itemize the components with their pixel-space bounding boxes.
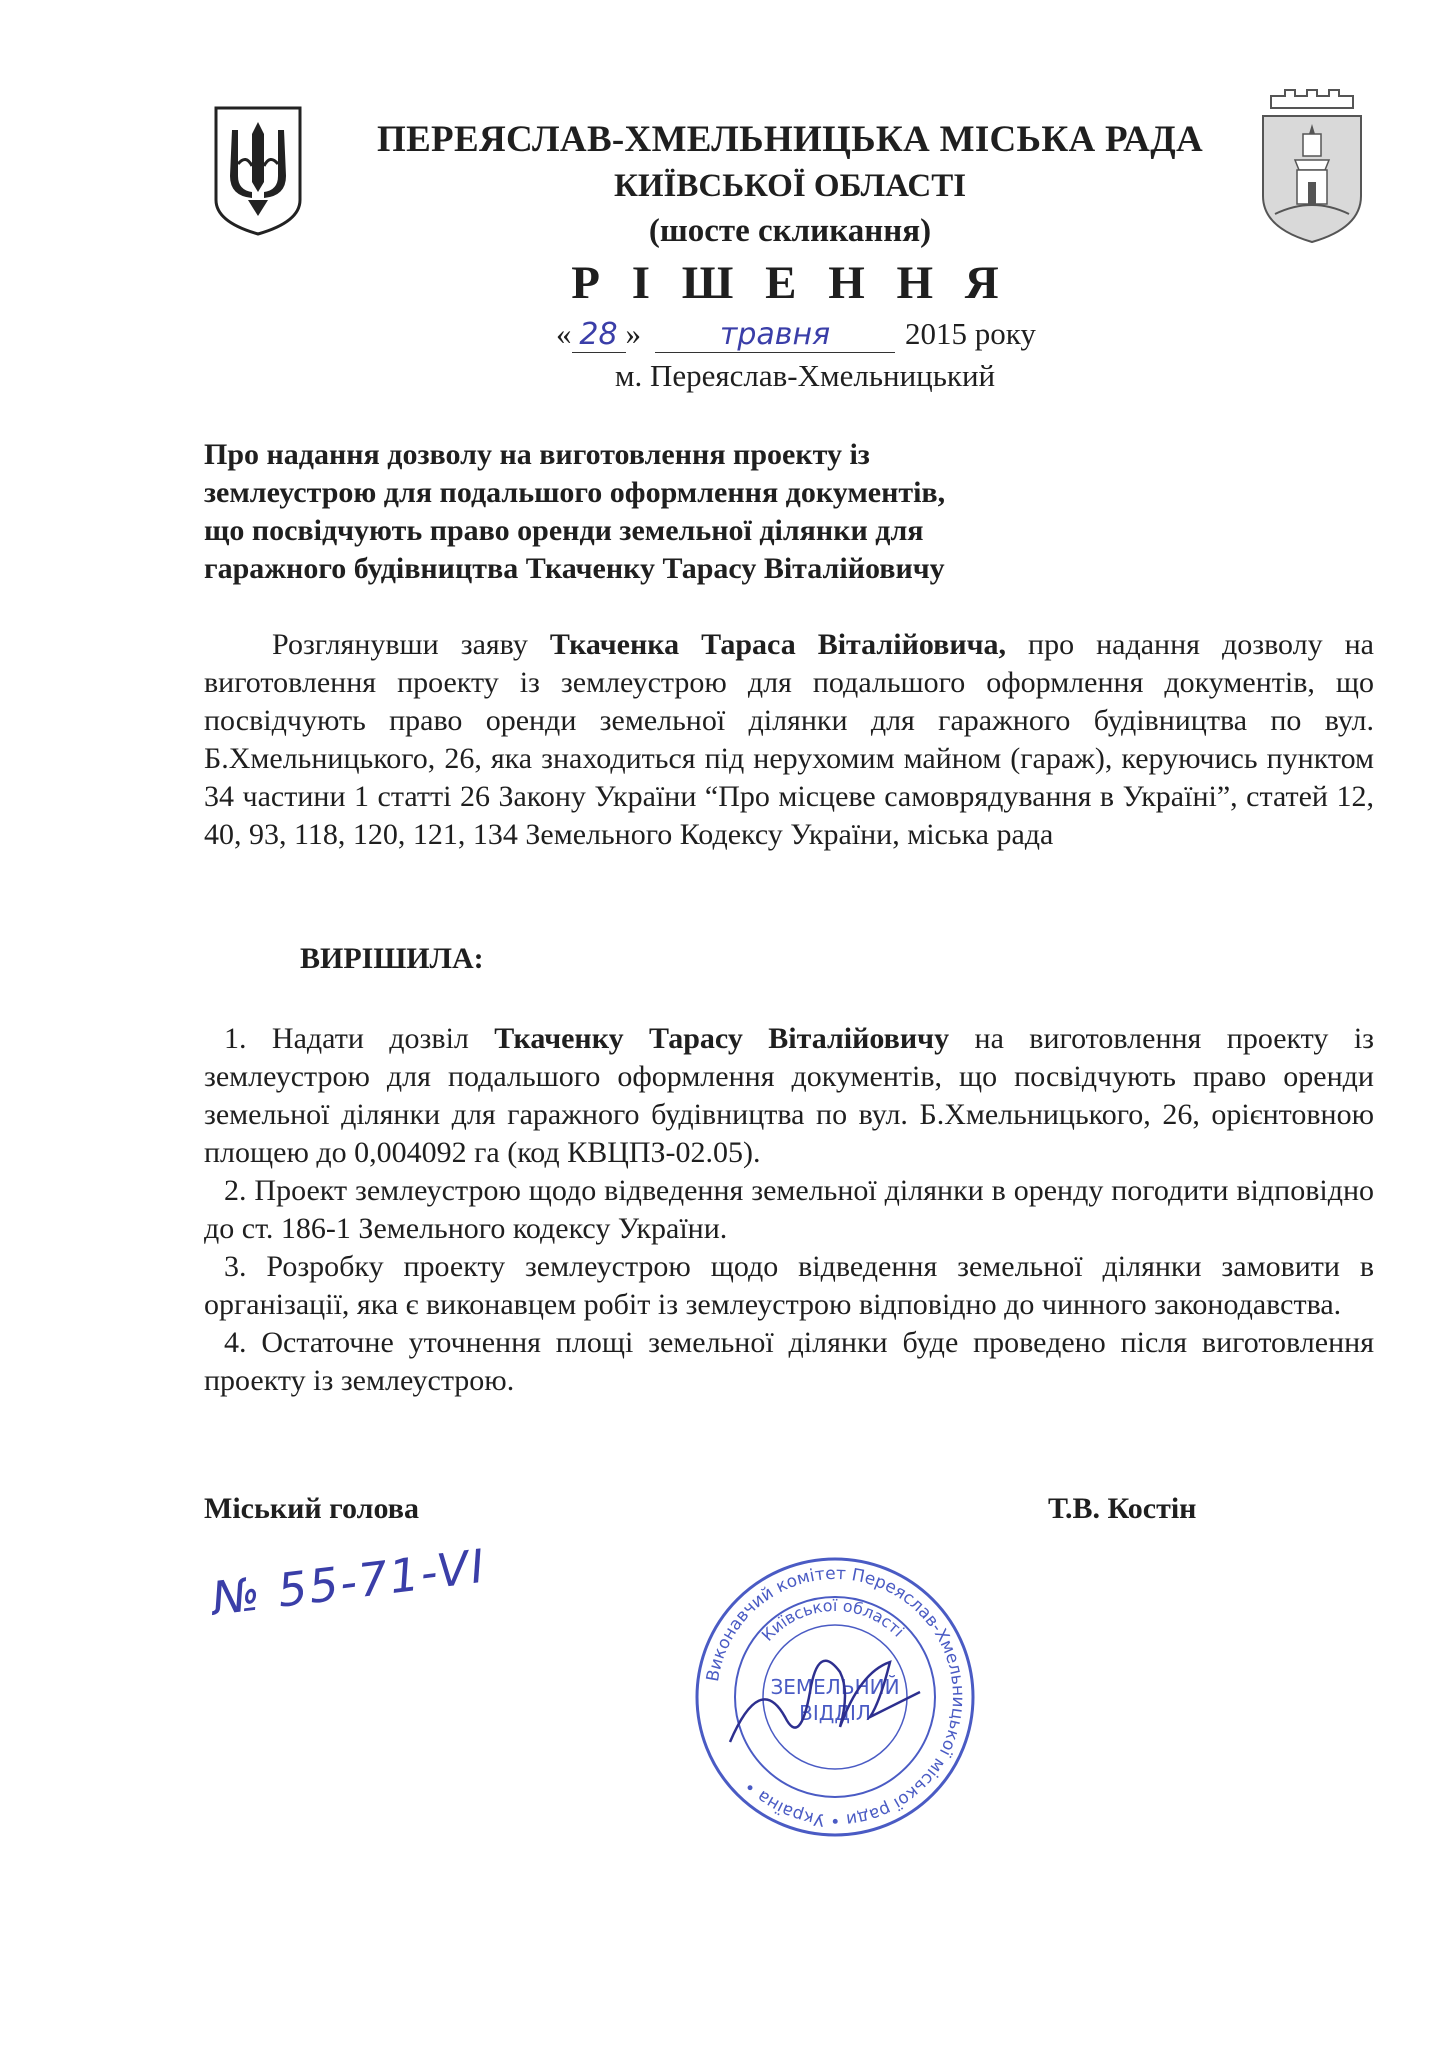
decision-item: [204, 1172, 1374, 1248]
date-open-quote: «: [556, 316, 572, 351]
document-type-title: Р І Ш Е Н Н Я: [571, 257, 1009, 309]
subject-line: гаражного будівництва Ткаченку Тарасу Віталійовичу: [204, 552, 945, 585]
decision-items: [204, 1020, 1374, 1400]
registration-number: № 55-71-VI: [208, 1538, 490, 1626]
subject-line: землеустрою для подальшого оформлення документів,: [204, 476, 946, 509]
item-number: 4.: [224, 1326, 262, 1359]
date-month: травня: [719, 317, 831, 352]
preamble-body: про надання дозволу на виготовлення проекту із землеустрою для подальшого оформлення документів, що посвідчують право оренди земельної ділянки для гаражного будівництва по вул. Б.Хмельницького, 26, яка знаходиться під нерухомим майном (гараж), керуючись пунктом 34 частини 1 статті 26 Закону України “Про місцеве самоврядування в Україні”, статей 12, 40, 93, 118, 120, 121, 134 Земельного Кодексу України, міська рада: [204, 628, 1374, 851]
city-name: м. Переяслав-Хмельницький: [614, 358, 996, 393]
subject-line: Про надання дозволу на виготовлення проекту із: [204, 438, 870, 471]
signatory-title: Міський голова: [204, 1492, 419, 1525]
svg-text:ЗЕМЕЛЬНИЙ: ЗЕМЕЛЬНИЙ: [770, 1675, 900, 1699]
decision-date: [556, 316, 1036, 353]
item-text: на виготовлення проекту із землеустрою для подальшого оформлення документів, що посвідчують право оренди земельної ділянки для гаражного будівництва по вул. Б.Хмельницького, 26, орієнтовною площею до 0,004092 га (код КВЦПЗ-02.05).: [204, 1022, 1375, 1169]
official-stamp-icon: [690, 1552, 980, 1842]
item-number: 1.: [224, 1022, 272, 1055]
council-name: ПЕРЕЯСЛАВ-ХМЕЛЬНИЦЬКА МІСЬКА РАДА: [377, 119, 1203, 160]
signatory-name: Т.В. Костін: [1048, 1492, 1197, 1525]
decision-subject: [204, 436, 1104, 588]
preamble-intro: Розглянувши заяву: [272, 628, 550, 661]
decision-item: [204, 1020, 1374, 1172]
subject-line: що посвідчують право оренди земельної ділянки для: [204, 514, 924, 547]
svg-text:ВІДДІЛ: ВІДДІЛ: [799, 1701, 871, 1725]
preamble-paragraph: [204, 626, 1374, 854]
item-number: 3.: [224, 1250, 267, 1283]
date-day: 28: [579, 317, 618, 352]
resolved-heading: ВИРІШИЛА:: [300, 942, 484, 975]
item-text: Остаточне уточнення площі земельної ділянки буде проведено після виготовлення проекту із землеустрою.: [204, 1326, 1374, 1397]
svg-text:Виконавчий комітет Переяслав-Х: Виконавчий комітет Переяслав-Хмельницької міської ради • Україна •: [703, 1563, 969, 1831]
convocation: (шосте скликання): [648, 213, 932, 249]
date-close-quote: »: [625, 316, 641, 351]
item-text: Проект землеустрою щодо відведення земельної ділянки в оренду погодити відповідно до ст. 186-1 Земельного кодексу України.: [204, 1174, 1375, 1245]
item-number: 2.: [224, 1174, 255, 1207]
city-crest-icon: [1255, 86, 1369, 246]
svg-text:Київської області: Київської області: [757, 1595, 909, 1645]
coat-of-arms-trident-icon: [212, 104, 304, 238]
date-year: 2015 року: [905, 316, 1036, 351]
decision-item: [204, 1324, 1374, 1400]
applicant-name: Ткаченка Тараса Віталійовича,: [549, 628, 1007, 661]
decision-item: [204, 1248, 1374, 1324]
oblast-name: КИЇВСЬКОЇ ОБЛАСТІ: [613, 168, 967, 204]
item-text: Надати дозвіл: [271, 1022, 495, 1055]
item-bold-text: Ткаченку Тарасу Віталійовичу: [494, 1022, 950, 1055]
item-text: Розробку проекту землеустрою щодо відведення земельної ділянки замовити в організації, яка є виконавцем робіт із землеустрою відповідно до чинного законодавства.: [204, 1250, 1374, 1321]
